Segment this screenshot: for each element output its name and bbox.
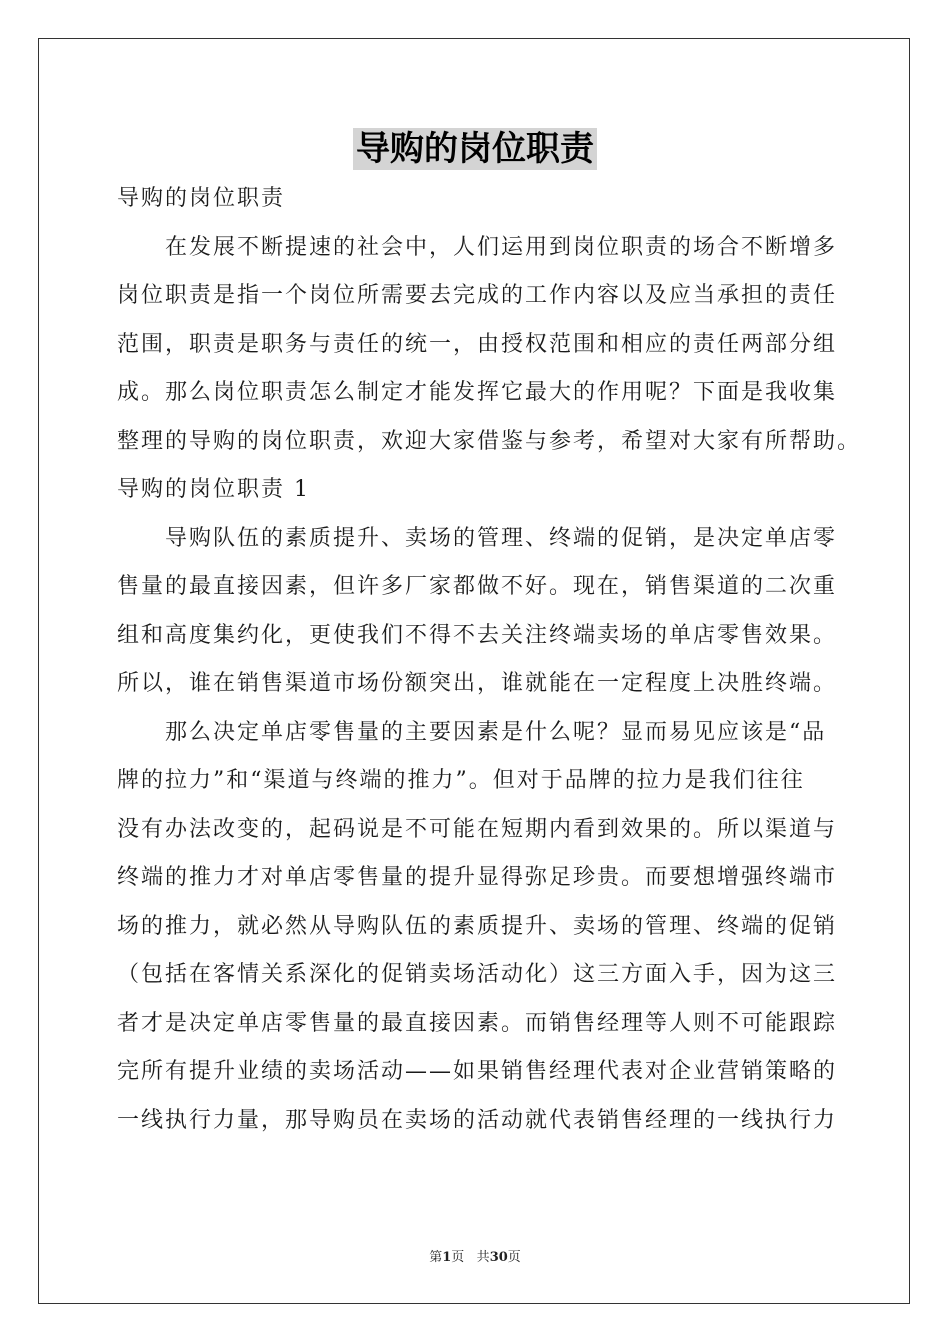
text-line: 售量的最直接因素，但许多厂家都做不好。现在，销售渠道的二次重 — [117, 574, 838, 599]
text-line: 成。那么岗位职责怎么制定才能发挥它最大的作用呢？下面是我收集 — [117, 380, 838, 405]
text-line: 牌的拉力”和“渠道与终端的推力”。但对于品牌的拉力是我们往往 — [117, 768, 805, 793]
text-line: 所以，谁在销售渠道市场份额突出，谁就能在一定程度上决胜终端。 — [117, 671, 838, 696]
text-line: 在发展不断提速的社会中，人们运用到岗位职责的场合不断增多 — [165, 234, 838, 260]
text-line: 范围，职责是职务与责任的统一，由授权范围和相应的责任两部分组 — [117, 331, 838, 357]
text-line: 场的推力，就必然从导购队伍的素质提升、卖场的管理、终端的促销 — [117, 913, 838, 939]
text-line: （包括在客情关系深化的促销卖场活动化）这三方面入手，因为这三 — [117, 962, 838, 987]
footer-total-suffix: 页 — [507, 1250, 521, 1265]
page-footer — [0, 1246, 950, 1265]
text-line: 者才是决定单店零售量的最直接因素。而销售经理等人则不可能跟踪 — [117, 1010, 838, 1036]
footer-page-suffix: 页 — [451, 1250, 465, 1265]
footer-prefix: 第 — [429, 1250, 443, 1265]
text-line: 整理的导购的岗位职责，欢迎大家借鉴与参考，希望对大家有所帮助。 — [117, 428, 862, 454]
text-line: 岗位职责是指一个岗位所需要去完成的工作内容以及应当承担的责任 — [117, 283, 838, 308]
footer-total-prefix: 共 — [476, 1250, 490, 1265]
text-line: 组和高度集约化，更使我们不得不去关注终端卖场的单店零售效果。 — [117, 622, 838, 648]
text-line: 导购的岗位职责 — [117, 186, 286, 211]
footer-current-page: 1 — [442, 1250, 452, 1265]
text-line: 那么决定单店零售量的主要因素是什么呢？显而易见应该是“品 — [165, 719, 827, 745]
text-line: 终端的推力才对单店零售量的提升显得弥足珍贵。而要想增强终端市 — [117, 865, 838, 890]
text-line: 没有办法改变的，起码说是不可能在短期内看到效果的。所以渠道与 — [117, 816, 838, 842]
document-body — [117, 175, 862, 1145]
document-title: 导购的岗位职责 — [353, 128, 597, 170]
footer-total-pages: 30 — [489, 1250, 508, 1265]
text-line: 导购队伍的素质提升、卖场的管理、终端的促销，是决定单店零 — [165, 525, 838, 551]
text-line: 一线执行力量，那导购员在卖场的活动就代表销售经理的一线执行力 — [117, 1107, 838, 1133]
text-line: 完所有提升业绩的卖场活动——如果销售经理代表对企业营销策略的 — [117, 1059, 838, 1084]
text-line: 导购的岗位职责 1 — [117, 477, 310, 502]
title-container — [0, 128, 950, 170]
